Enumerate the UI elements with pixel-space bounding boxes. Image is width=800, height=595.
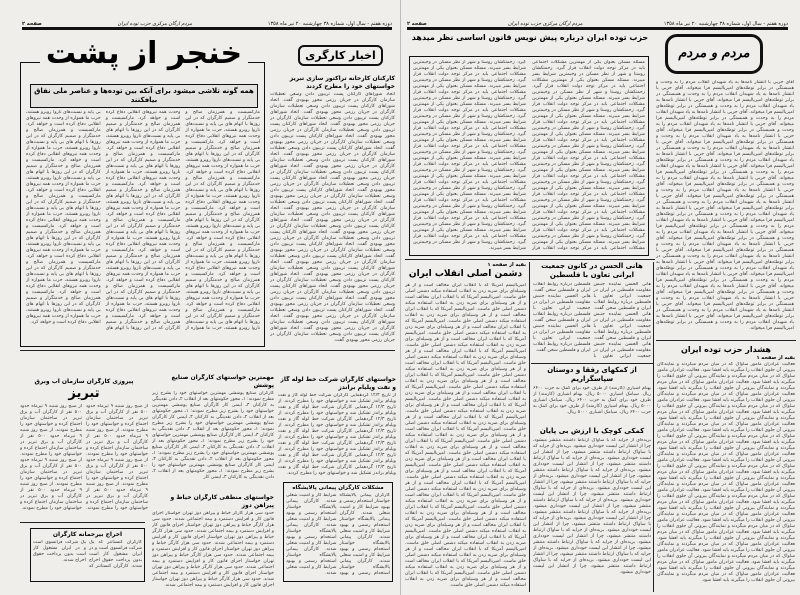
labor-news-block bbox=[270, 75, 395, 345]
hani-body: هانی الحسن نماینده جنبش مقاومت فلسطین در ایران در جمعیت ایرانی تعاون با فلسطین درباره روابط انقلاب ایران و فلسطین سخن گفت. هانی الحسن نماینده جنبش مقاومت فلسطین در ایران در جمعیت ایرانی تعاون با فلسطین درباره روابط انقلاب ایران و فلسطین سخن گفت. هانی الحسن نماینده جنبش مقاومت فلسطین در ایران در جمعیت ایرانی تعاون با فلسطین درباره روابط انقلاب ایران و فلسطین سخن گفت. هانی الحسن نماینده جنبش مقاومت فلسطین در ایران در جمعیت ایرانی تعاون با فلسطین درباره روابط انقلاب ایران و فلسطین سخن گفت. هانی الحسن نماینده جنبش مقاومت فلسطین در ایران در جمعیت ایرانی تعاون با فلسطین درباره روابط انقلاب ایران و فلسطین سخن گفت. bbox=[533, 282, 651, 359]
page-number: صفحه ۲ bbox=[407, 20, 427, 27]
pipeline-title: خواستهای کارگران شرکت خط لوله گاز و نفت ویلیام براندز bbox=[280, 376, 396, 391]
column-body: آقای حزبی با انتشار نامه‌ها به یاد شهیدان انقلاب مردم را به وحدت و همبستگی در برابر توطئه‌های امپریالیسم فرا میخواند. آقای حزبی با انتشار نامه‌ها به یاد شهیدان انقلاب مردم را به وحدت و همبستگی در برابر توطئه‌های امپریالیسم فرا میخواند. آقای حزبی با انتشار نامه‌ها به یاد شهیدان انقلاب مردم را به وحدت و همبستگی در برابر توطئه‌های امپریالیسم فرا میخواند. آقای حزبی با انتشار نامه‌ها به یاد شهیدان انقلاب مردم را به وحدت و همبستگی در برابر توطئه‌های امپریالیسم فرا میخواند. آقای حزبی با انتشار نامه‌ها به یاد شهیدان انقلاب مردم را به وحدت و همبستگی در برابر توطئه‌های امپریالیسم فرا میخواند. آقای حزبی با انتشار نامه‌ها به یاد شهیدان انقلاب مردم را به وحدت و همبستگی در برابر توطئه‌های امپریالیسم فرا میخواند. آقای حزبی با انتشار نامه‌ها به یاد شهیدان انقلاب مردم را به وحدت و همبستگی در برابر توطئه‌های امپریالیسم فرا میخواند. آقای حزبی با انتشار نامه‌ها به یاد شهیدان انقلاب مردم را به وحدت و همبستگی در برابر توطئه‌های امپریالیسم فرا میخواند. آقای حزبی با انتشار نامه‌ها به یاد شهیدان انقلاب مردم را به وحدت و همبستگی در برابر توطئه‌های امپریالیسم فرا میخواند. آقای حزبی با انتشار نامه‌ها به یاد شهیدان انقلاب مردم را به وحدت و همبستگی در برابر توطئه‌های امپریالیسم فرا میخواند. آقای حزبی با انتشار نامه‌ها به یاد شهیدان انقلاب مردم را به وحدت و همبستگی در برابر توطئه‌های امپریالیسم فرا میخواند. آقای حزبی با انتشار نامه‌ها به یاد شهیدان انقلاب مردم را به وحدت و همبستگی در برابر توطئه‌های امپریالیسم فرا میخواند. آقای حزبی با انتشار نامه‌ها به یاد شهیدان انقلاب مردم را به وحدت و همبستگی در برابر توطئه‌های امپریالیسم فرا میخواند. آقای حزبی با انتشار نامه‌ها به یاد شهیدان انقلاب مردم را به وحدت و همبستگی در برابر توطئه‌های امپریالیسم فرا میخواند. آقای حزبی با انتشار نامه‌ها به یاد شهیدان انقلاب مردم را به وحدت و همبستگی در برابر توطئه‌های امپریالیسم فرا میخواند. آقای حزبی با انتشار نامه‌ها به یاد شهیدان انقلاب مردم را به وحدت و همبستگی در برابر توطئه‌های امپریالیسم فرا میخواند. آقای حزبی با انتشار نامه‌ها به یاد شهیدان انقلاب مردم را به وحدت و همبستگی در برابر توطئه‌های امپریالیسم فرا میخواند. آقای حزبی با انتشار نامه‌ها به یاد شهیدان انقلاب مردم را به وحدت و همبستگی در برابر توطئه‌های امپریالیسم فرا میخواند. آقای حزبی با انتشار نامه‌ها به یاد شهیدان انقلاب مردم را به وحدت و همبستگی در برابر توطئه‌های امپریالیسم فرا میخواند. آقای حزبی با انتشار نامه‌ها به یاد شهیدان انقلاب مردم را به وحدت و همبستگی در برابر توطئه‌های امپریالیسم فرا میخواند. آقای حزبی با انتشار نامه‌ها به یاد شهیدان انقلاب مردم را به وحدت و همبستگی در برابر توطئه‌های امپریالیسم فرا میخواند. آقای حزبی با انتشار نامه‌ها به یاد شهیدان انقلاب مردم را به وحدت و همبستگی در برابر توطئه‌های امپریالیسم فرا میخواند. آقای حزبی با انتشار نامه‌ها به یاد شهیدان انقلاب مردم را به وحدت و همبستگی در برابر توطئه‌های امپریالیسم فرا میخواند. bbox=[656, 80, 794, 331]
apparel-block bbox=[152, 374, 274, 490]
hani-title: هانی الحسن در کانون جمعیت ایرانی تعاون با فلسطین bbox=[541, 262, 643, 279]
small-help-block bbox=[533, 427, 651, 577]
fired-title: اخراج بیرحمانه کارگران bbox=[52, 531, 123, 538]
page-header bbox=[22, 20, 392, 30]
tabriz-kicker: پیروزی کارگران سازمان آب وبرق bbox=[34, 378, 134, 385]
labor-news-logo: اخبار کارگری bbox=[298, 45, 383, 66]
tailors-block bbox=[152, 494, 274, 588]
small-help-title: کمکی کوچک با ارزش بی پایان bbox=[539, 427, 645, 435]
warning-body: فعالیت عزادران مامور ساواک که در میان مردم میگردند و نمایندگان بیرونی آن جلوی انقلاب را میگیرند باید افشا شود. فعالیت عزادران مامور ساواک که در میان مردم میگردند و نمایندگان بیرونی آن جلوی انقلاب را میگیرند باید افشا شود. فعالیت عزادران مامور ساواک که در میان مردم میگردند و نمایندگان بیرونی آن جلوی انقلاب را میگیرند باید افشا شود. فعالیت عزادران مامور ساواک که در میان مردم میگردند و نمایندگان بیرونی آن جلوی انقلاب را میگیرند باید افشا شود. فعالیت عزادران مامور ساواک که در میان مردم میگردند و نمایندگان بیرونی آن جلوی انقلاب را میگیرند باید افشا شود. فعالیت عزادران مامور ساواک که در میان مردم میگردند و نمایندگان بیرونی آن جلوی انقلاب را میگیرند باید افشا شود. فعالیت عزادران مامور ساواک که در میان مردم میگردند و نمایندگان بیرونی آن جلوی انقلاب را میگیرند باید افشا شود. فعالیت عزادران مامور ساواک که در میان مردم میگردند و نمایندگان بیرونی آن جلوی انقلاب را میگیرند باید افشا شود. فعالیت عزادران مامور ساواک که در میان مردم میگردند و نمایندگان بیرونی آن جلوی انقلاب را میگیرند باید افشا شود. فعالیت عزادران مامور ساواک که در میان مردم میگردند و نمایندگان بیرونی آن جلوی انقلاب را میگیرند باید افشا شود. فعالیت عزادران مامور ساواک که در میان مردم میگردند و نمایندگان بیرونی آن جلوی انقلاب را میگیرند باید افشا شود. فعالیت عزادران مامور ساواک که در میان مردم میگردند و نمایندگان بیرونی آن جلوی انقلاب را میگیرند باید افشا شود. فعالیت عزادران مامور ساواک که در میان مردم میگردند و نمایندگان بیرونی آن جلوی انقلاب را میگیرند باید افشا شود. فعالیت عزادران مامور ساواک که در میان مردم میگردند و نمایندگان بیرونی آن جلوی انقلاب را میگیرند باید افشا شود. فعالیت عزادران مامور ساواک که در میان مردم میگردند و نمایندگان بیرونی آن جلوی انقلاب را میگیرند باید افشا شود. فعالیت عزادران مامور ساواک که در میان مردم میگردند و نمایندگان بیرونی آن جلوی انقلاب را میگیرند باید افشا شود. فعالیت عزادران مامور ساواک که در میان مردم میگردند و نمایندگان بیرونی آن جلوی انقلاب را میگیرند باید افشا شود. فعالیت عزادران مامور ساواک که در میان مردم میگردند و نمایندگان بیرونی آن جلوی انقلاب را میگیرند باید افشا شود. فعالیت عزادران مامور ساواک که در میان مردم میگردند و نمایندگان بیرونی آن جلوی انقلاب را میگیرند باید افشا شود. فعالیت عزادران مامور ساواک که در میان مردم میگردند و نمایندگان بیرونی آن جلوی انقلاب را میگیرند باید افشا شود. فعالیت عزادران مامور ساواک که در میان مردم میگردند و نمایندگان بیرونی آن جلوی انقلاب را میگیرند باید افشا شود. فعالیت عزادران مامور ساواک که در میان مردم میگردند و نمایندگان بیرونی آن جلوی انقلاب را میگیرند باید افشا شود. bbox=[657, 362, 795, 583]
page-number: صفحه ۲ bbox=[22, 20, 42, 27]
main-article-body: مارکسیست و همرزمان صالح و خدمتگزار و صمیم کارگران که در این روزها با اتهام های بی پایه و نسبت‌های ناروا روبرو هستند، حزب ما همواره از وحدت همه نیروهای انقلابی دفاع کرده است و خواهد کرد. مارکسیست و همرزمان صالح و خدمتگزار و صمیم کارگران که در این روزها با اتهام های بی پایه و نسبت‌های ناروا روبرو هستند، حزب ما همواره از وحدت همه نیروهای انقلابی دفاع کرده است و خواهد کرد. مارکسیست و همرزمان صالح و خدمتگزار و صمیم کارگران که در این روزها با اتهام های بی پایه و نسبت‌های ناروا روبرو هستند، حزب ما همواره از وحدت همه نیروهای انقلابی دفاع کرده است و خواهد کرد. مارکسیست و همرزمان صالح و خدمتگزار و صمیم کارگران که در این روزها با اتهام های بی پایه و نسبت‌های ناروا روبرو هستند، حزب ما همواره از وحدت همه نیروهای انقلابی دفاع کرده است و خواهد کرد. مارکسیست و همرزمان صالح و خدمتگزار و صمیم کارگران که در این روزها با اتهام های بی پایه و نسبت‌های ناروا روبرو هستند، حزب ما همواره از وحدت همه نیروهای انقلابی دفاع کرده است و خواهد کرد. مارکسیست و همرزمان صالح و خدمتگزار و صمیم کارگران که در این روزها با اتهام های بی پایه و نسبت‌های ناروا روبرو هستند، حزب ما همواره از وحدت همه نیروهای انقلابی دفاع کرده است و خواهد کرد. مارکسیست و همرزمان صالح و خدمتگزار و صمیم کارگران که در این روزها با اتهام های بی پایه و نسبت‌های ناروا روبرو هستند، حزب ما همواره از وحدت همه نیروهای انقلابی دفاع کرده است و خواهد کرد. مارکسیست و همرزمان صالح و خدمتگزار و صمیم کارگران که در این روزها با اتهام های بی پایه و نسبت‌های ناروا روبرو هستند، حزب ما همواره از وحدت همه نیروهای انقلابی دفاع کرده است و خواهد کرد. مارکسیست و همرزمان صالح و خدمتگزار و صمیم کارگران که در این روزها با اتهام های بی پایه و نسبت‌های ناروا روبرو هستند، حزب ما همواره از وحدت همه نیروهای انقلابی دفاع کرده است و خواهد کرد. مارکسیست و همرزمان صالح و خدمتگزار و صمیم کارگران که در این روزها با اتهام های بی پایه و نسبت‌های ناروا روبرو هستند، حزب ما همواره از وحدت همه نیروهای انقلابی دفاع کرده است و خواهد کرد. مارکسیست و همرزمان صالح و خدمتگزار و صمیم کارگران که در این روزها با اتهام های بی پایه و نسبت‌های ناروا روبرو هستند، حزب ما همواره از وحدت همه نیروهای انقلابی دفاع کرده است و خواهد کرد. مارکسیست و همرزمان صالح و خدمتگزار و صمیم کارگران که در این روزها با اتهام های بی پایه و نسبت‌های ناروا روبرو هستند، حزب ما همواره از وحدت همه نیروهای انقلابی دفاع کرده است و خواهد کرد. مارکسیست و همرزمان صالح و خدمتگزار و صمیم کارگران که در این روزها با اتهام های بی پایه و نسبت‌های ناروا روبرو هستند، حزب ما همواره از وحدت همه نیروهای انقلابی دفاع کرده است و خواهد کرد. مارکسیست و همرزمان صالح و خدمتگزار و صمیم کارگران که در این روزها با اتهام های بی پایه و نسبت‌های ناروا روبرو هستند، حزب ما همواره از وحدت همه نیروهای انقلابی دفاع کرده است و خواهد کرد. مارکسیست و همرزمان صالح و خدمتگزار و صمیم کارگران که در این روزها با اتهام های بی پایه و نسبت‌های ناروا روبرو هستند، حزب ما همواره از وحدت همه نیروهای انقلابی دفاع کرده است و خواهد کرد. مارکسیست و همرزمان صالح و خدمتگزار و صمیم کارگران که در این روزها با اتهام های بی پایه و نسبت‌های ناروا روبرو هستند، حزب ما همواره از وحدت همه نیروهای انقلابی دفاع کرده است و خواهد کرد. مارکسیست و همرزمان صالح و خدمتگزار و صمیم کارگران که در این روزها با اتهام های بی پایه و نسبت‌های ناروا روبرو هستند، حزب ما همواره از وحدت همه نیروهای انقلابی دفاع کرده است و خواهد کرد. مارکسیست و همرزمان صالح و خدمتگزار و صمیم کارگران که در این روزها با اتهام های بی پایه و نسبت‌های ناروا روبرو هستند، حزب ما همواره از وحدت همه نیروهای انقلابی دفاع کرده است و خواهد کرد. مارکسیست و همرزمان صالح و خدمتگزار و صمیم کارگران که در این روزها با اتهام های بی پایه و نسبت‌های ناروا روبرو هستند، حزب ما همواره از وحدت همه نیروهای انقلابی دفاع کرده است و خواهد کرد. مارکسیست و همرزمان صالح و خدمتگزار و صمیم کارگران که در این روزها با اتهام های بی پایه و نسبت‌های ناروا روبرو هستند، حزب ما همواره از وحدت همه نیروهای انقلابی دفاع کرده است و خواهد کرد. bbox=[26, 110, 260, 331]
masthead: مردم ارگان مرکزی حزب توده ایران bbox=[117, 20, 193, 27]
main-headline: حزب توده ایران درباره پیش نویس قانون اساسی نظر میدهد bbox=[411, 33, 649, 42]
tabriz-block bbox=[20, 378, 148, 518]
fired-body: کارگران کنستانتر که یک شرکت فرانسوی است و در ایران مشغول کار است بدون پرداخت حقوق اخراج شدند. کارگران کنستانتر که یک شرکت فرانسوی است و در ایران مشغول کار است بدون پرداخت حقوق اخراج شدند. bbox=[33, 539, 142, 569]
hani-block bbox=[533, 262, 651, 360]
tailors-title: خواستهای منطقی کارگران خیاط و پیراهن دوز bbox=[170, 494, 274, 509]
tailors-body: حدود سی هزار کارگر خیاط و پیراهن دوز تهران خواستار اجرای قانون کار و افزایش دستمزد و بیمه اجتماعی شدند. حدود سی هزار کارگر خیاط و پیراهن دوز تهران خواستار اجرای قانون کار و افزایش دستمزد و بیمه اجتماعی شدند. حدود سی هزار کارگر خیاط و پیراهن دوز تهران خواستار اجرای قانون کار و افزایش دستمزد و بیمه اجتماعی شدند. حدود سی هزار کارگر خیاط و پیراهن دوز تهران خواستار اجرای قانون کار و افزایش دستمزد و بیمه اجتماعی شدند. حدود سی هزار کارگر خیاط و پیراهن دوز تهران خواستار اجرای قانون کار و افزایش دستمزد و بیمه اجتماعی شدند. حدود سی هزار کارگر خیاط و پیراهن دوز تهران خواستار اجرای قانون کار و افزایش دستمزد و بیمه اجتماعی شدند. حدود سی هزار کارگر خیاط و پیراهن دوز تهران خواستار اجرای قانون کار و افزایش دستمزد و بیمه اجتماعی شدند. bbox=[152, 511, 274, 588]
fired-box bbox=[30, 528, 145, 582]
tabriz-title: تبریز bbox=[68, 385, 100, 401]
masthead: مردم ارگان مرکزی حزب توده ایران bbox=[508, 20, 583, 27]
main-subhead: همه گونه تلاشی میشود برای آنکه بین توده‌ها و عناصر ملی نفاق بیافکنند bbox=[30, 84, 258, 108]
page-header bbox=[407, 20, 788, 30]
warning-block bbox=[657, 344, 795, 590]
help-title: از کمکهای رفقا و دوستان سپاسگزاریم bbox=[547, 366, 637, 383]
enemy-block bbox=[405, 262, 526, 588]
small-help-body: بریده‌ای از جراید که با ساواک ارتباط داشتند منتشر میشود، چرا از انتشار این لیست خودداری میشود. بریده‌ای از جراید که با ساواک ارتباط داشتند منتشر میشود، چرا از انتشار این لیست خودداری میشود. بریده‌ای از جراید که با ساواک ارتباط داشتند منتشر میشود، چرا از انتشار این لیست خودداری میشود. بریده‌ای از جراید که با ساواک ارتباط داشتند منتشر میشود، چرا از انتشار این لیست خودداری میشود. بریده‌ای از جراید که با ساواک ارتباط داشتند منتشر میشود، چرا از انتشار این لیست خودداری میشود. بریده‌ای از جراید که با ساواک ارتباط داشتند منتشر میشود، چرا از انتشار این لیست خودداری میشود. بریده‌ای از جراید که با ساواک ارتباط داشتند منتشر میشود، چرا از انتشار این لیست خودداری میشود. بریده‌ای از جراید که با ساواک ارتباط داشتند منتشر میشود، چرا از انتشار این لیست خودداری میشود. بریده‌ای از جراید که با ساواک ارتباط داشتند منتشر میشود، چرا از انتشار این لیست خودداری میشود. بریده‌ای از جراید که با ساواک ارتباط داشتند منتشر میشود، چرا از انتشار این لیست خودداری میشود. بریده‌ای از جراید که با ساواک ارتباط داشتند منتشر میشود، چرا از انتشار این لیست خودداری میشود. بریده‌ای از جراید که با ساواک ارتباط داشتند منتشر میشود، چرا از انتشار این لیست خودداری میشود. بریده‌ای از جراید که با ساواک ارتباط داشتند منتشر میشود، چرا از انتشار این لیست خودداری میشود. bbox=[533, 438, 651, 575]
apparel-title: مهمترین خواستهای کارگران صنایع پوشش bbox=[171, 374, 274, 389]
labor-news-body: اتحاد شوراهای کارکنان پست تریبون دادن وسعی تعطیلات سازمان کارگران در جریان رزمی محور بهبودی گفت. اتحاد شوراهای کارکنان پست تریبون دادن وسعی تعطیلات سازمان کارگران در جریان رزمی محور بهبودی گفت. اتحاد شوراهای کارکنان پست تریبون دادن وسعی تعطیلات سازمان کارگران در جریان رزمی محور بهبودی گفت. اتحاد شوراهای کارکنان پست تریبون دادن وسعی تعطیلات سازمان کارگران در جریان رزمی محور بهبودی گفت. اتحاد شوراهای کارکنان پست تریبون دادن وسعی تعطیلات سازمان کارگران در جریان رزمی محور بهبودی گفت. اتحاد شوراهای کارکنان پست تریبون دادن وسعی تعطیلات سازمان کارگران در جریان رزمی محور بهبودی گفت. اتحاد شوراهای کارکنان پست تریبون دادن وسعی تعطیلات سازمان کارگران در جریان رزمی محور بهبودی گفت. اتحاد شوراهای کارکنان پست تریبون دادن وسعی تعطیلات سازمان کارگران در جریان رزمی محور بهبودی گفت. اتحاد شوراهای کارکنان پست تریبون دادن وسعی تعطیلات سازمان کارگران در جریان رزمی محور بهبودی گفت. اتحاد شوراهای کارکنان پست تریبون دادن وسعی تعطیلات سازمان کارگران در جریان رزمی محور بهبودی گفت. اتحاد شوراهای کارکنان پست تریبون دادن وسعی تعطیلات سازمان کارگران در جریان رزمی محور بهبودی گفت. اتحاد شوراهای کارکنان پست تریبون دادن وسعی تعطیلات سازمان کارگران در جریان رزمی محور بهبودی گفت. اتحاد شوراهای کارکنان پست تریبون دادن وسعی تعطیلات سازمان کارگران در جریان رزمی محور بهبودی گفت. اتحاد شوراهای کارکنان پست تریبون دادن وسعی تعطیلات سازمان کارگران در جریان رزمی محور بهبودی گفت. اتحاد شوراهای کارکنان پست تریبون دادن وسعی تعطیلات سازمان کارگران در جریان رزمی محور بهبودی گفت. اتحاد شوراهای کارکنان پست تریبون دادن وسعی تعطیلات سازمان کارگران در جریان رزمی محور بهبودی گفت. اتحاد شوراهای کارکنان پست تریبون دادن وسعی تعطیلات سازمان کارگران در جریان رزمی محور بهبودی گفت. اتحاد شوراهای کارکنان پست تریبون دادن وسعی تعطیلات سازمان کارگران در جریان رزمی محور بهبودی گفت. اتحاد شوراهای کارکنان پست تریبون دادن وسعی تعطیلات سازمان کارگران در جریان رزمی محور بهبودی گفت. اتحاد شوراهای کارکنان پست تریبون دادن وسعی تعطیلات سازمان کارگران در جریان رزمی محور بهبودی گفت. اتحاد شوراهای کارکنان پست تریبون دادن وسعی تعطیلات سازمان کارگران در جریان رزمی محور بهبودی گفت. اتحاد شوراهای کارکنان پست تریبون دادن وسعی تعطیلات سازمان کارگران در جریان رزمی محور بهبودی گفت. اتحاد شوراهای کارکنان پست تریبون دادن وسعی تعطیلات سازمان کارگران در جریان رزمی محور بهبودی گفت. bbox=[270, 92, 395, 343]
warning-kicker: بقیه از صفحه ۱ bbox=[756, 355, 795, 361]
pipeline-body: از تاریخ ۱۲/۳ گردهمایی کارگران شرکت خط لوله گاز و نفت ویلیام براندز تشکیل شد و خواستهای خود را مطرح کردند. از تاریخ ۱۲/۳ گردهمایی کارگران شرکت خط لوله گاز و نفت ویلیام براندز تشکیل شد و خواستهای خود را مطرح کردند. از تاریخ ۱۲/۳ گردهمایی کارگران شرکت خط لوله گاز و نفت ویلیام براندز تشکیل شد و خواستهای خود را مطرح کردند. از تاریخ ۱۲/۳ گردهمایی کارگران شرکت خط لوله گاز و نفت ویلیام براندز تشکیل شد و خواستهای خود را مطرح کردند. از تاریخ ۱۲/۳ گردهمایی کارگران شرکت خط لوله گاز و نفت ویلیام براندز تشکیل شد و خواستهای خود را مطرح کردند. از تاریخ ۱۲/۳ گردهمایی کارگران شرکت خط لوله گاز و نفت ویلیام براندز تشکیل شد و خواستهای خود را مطرح کردند. از تاریخ ۱۲/۳ گردهمایی کارگران شرکت خط لوله گاز و نفت ویلیام براندز تشکیل شد و خواستهای خود را مطرح کردند. bbox=[278, 393, 396, 476]
enemy-title: دشمن اصلی انقلاب ایران bbox=[408, 269, 523, 279]
tabriz-body: از صبح روز شنبه ۹ تیرماه حدود ۵۰۰ نفر از کارگران آب و برق تبریز در ساختمان سازمان اجتماع کرده و خواستهای خود را مطرح نمودند. از صبح روز شنبه ۹ تیرماه حدود ۵۰۰ نفر از کارگران آب و برق تبریز در ساختمان سازمان اجتماع کرده و خواستهای خود را مطرح نمودند. از صبح روز شنبه ۹ تیرماه حدود ۵۰۰ نفر از کارگران آب و برق تبریز در ساختمان سازمان اجتماع کرده و خواستهای خود را مطرح نمودند. از صبح روز شنبه ۹ تیرماه حدود ۵۰۰ نفر از کارگران آب و برق تبریز در ساختمان سازمان اجتماع کرده و خواستهای خود را مطرح نمودند. از صبح روز شنبه ۹ تیرماه حدود ۵۰۰ نفر از کارگران آب و برق تبریز در ساختمان سازمان اجتماع کرده و خواستهای خود را مطرح نمودند. از صبح روز شنبه ۹ تیرماه حدود ۵۰۰ نفر از کارگران آب و برق تبریز در ساختمان سازمان اجتماع کرده و خواستهای خود را مطرح نمودند. از صبح روز شنبه ۹ تیرماه حدود ۵۰۰ نفر از کارگران آب و برق تبریز در ساختمان سازمان اجتماع کرده و خواستهای خود را مطرح نمودند. از صبح روز شنبه ۹ تیرماه حدود ۵۰۰ نفر از کارگران آب و برق تبریز در ساختمان سازمان اجتماع کرده و خواستهای خود را مطرح نمودند. bbox=[20, 403, 148, 511]
help-block bbox=[533, 366, 651, 424]
refinery-title: مشکلات کارگران پیمانی پالایشگاه bbox=[292, 485, 384, 491]
main-article-body: مسئله مسکن بعنوان یکی از مهمترین مشکلات اجتماعی باید در مرکز توجه دولت انقلاب قرار گیرد. زحمتکشان روستا و شهر از نظر مسکن در وخیمترین شرایط بسر میبرند. مسئله مسکن بعنوان یکی از مهمترین مشکلات اجتماعی باید در مرکز توجه دولت انقلاب قرار گیرد. زحمتکشان روستا و شهر از نظر مسکن در وخیمترین شرایط بسر میبرند. مسئله مسکن بعنوان یکی از مهمترین مشکلات اجتماعی باید در مرکز توجه دولت انقلاب قرار گیرد. زحمتکشان روستا و شهر از نظر مسکن در وخیمترین شرایط بسر میبرند. مسئله مسکن بعنوان یکی از مهمترین مشکلات اجتماعی باید در مرکز توجه دولت انقلاب قرار گیرد. زحمتکشان روستا و شهر از نظر مسکن در وخیمترین شرایط بسر میبرند. مسئله مسکن بعنوان یکی از مهمترین مشکلات اجتماعی باید در مرکز توجه دولت انقلاب قرار گیرد. زحمتکشان روستا و شهر از نظر مسکن در وخیمترین شرایط بسر میبرند. مسئله مسکن بعنوان یکی از مهمترین مشکلات اجتماعی باید در مرکز توجه دولت انقلاب قرار گیرد. زحمتکشان روستا و شهر از نظر مسکن در وخیمترین شرایط بسر میبرند. مسئله مسکن بعنوان یکی از مهمترین مشکلات اجتماعی باید در مرکز توجه دولت انقلاب قرار گیرد. زحمتکشان روستا و شهر از نظر مسکن در وخیمترین شرایط بسر میبرند. مسئله مسکن بعنوان یکی از مهمترین مشکلات اجتماعی باید در مرکز توجه دولت انقلاب قرار گیرد. زحمتکشان روستا و شهر از نظر مسکن در وخیمترین شرایط بسر میبرند. مسئله مسکن بعنوان یکی از مهمترین مشکلات اجتماعی باید در مرکز توجه دولت انقلاب قرار گیرد. زحمتکشان روستا و شهر از نظر مسکن در وخیمترین شرایط بسر میبرند. مسئله مسکن بعنوان یکی از مهمترین مشکلات اجتماعی باید در مرکز توجه دولت انقلاب قرار گیرد. زحمتکشان روستا و شهر از نظر مسکن در وخیمترین شرایط بسر میبرند. مسئله مسکن بعنوان یکی از مهمترین مشکلات اجتماعی باید در مرکز توجه دولت انقلاب قرار گیرد. زحمتکشان روستا و شهر از نظر مسکن در وخیمترین شرایط بسر میبرند. مسئله مسکن بعنوان یکی از مهمترین مشکلات اجتماعی باید در مرکز توجه دولت انقلاب قرار گیرد. زحمتکشان روستا و شهر از نظر مسکن در وخیمترین شرایط بسر میبرند. مسئله مسکن بعنوان یکی از مهمترین مشکلات اجتماعی باید در مرکز توجه دولت انقلاب قرار گیرد. زحمتکشان روستا و شهر از نظر مسکن در وخیمترین شرایط بسر میبرند. مسئله مسکن بعنوان یکی از مهمترین مشکلات اجتماعی باید در مرکز توجه دولت انقلاب قرار گیرد. زحمتکشان روستا و شهر از نظر مسکن در وخیمترین شرایط بسر میبرند. مسئله مسکن بعنوان یکی از مهمترین مشکلات اجتماعی باید در مرکز توجه دولت انقلاب قرار گیرد. زحمتکشان روستا و شهر از نظر مسکن در وخیمترین شرایط بسر میبرند. مسئله مسکن بعنوان یکی از مهمترین مشکلات اجتماعی باید در مرکز توجه دولت انقلاب قرار گیرد. زحمتکشان روستا و شهر از نظر مسکن در وخیمترین شرایط بسر میبرند. مسئله مسکن بعنوان یکی از مهمترین مشکلات اجتماعی باید در مرکز توجه دولت انقلاب قرار گیرد. زحمتکشان روستا و شهر از نظر مسکن در وخیمترین شرایط بسر میبرند. مسئله مسکن بعنوان یکی از مهمترین مشکلات اجتماعی باید در مرکز توجه دولت انقلاب قرار گیرد. زحمتکشان روستا و شهر از نظر مسکن در وخیمترین شرایط بسر میبرند. مسئله مسکن بعنوان یکی از مهمترین مشکلات اجتماعی باید در مرکز توجه دولت انقلاب قرار گیرد. زحمتکشان روستا و شهر از نظر مسکن در وخیمترین شرایط بسر میبرند. مسئله مسکن بعنوان یکی از مهمترین مشکلات اجتماعی باید در مرکز توجه دولت انقلاب قرار گیرد. زحمتکشان روستا و شهر از نظر مسکن در وخیمترین شرایط بسر میبرند. مسئله مسکن بعنوان یکی از مهمترین مشکلات اجتماعی باید در مرکز توجه دولت انقلاب قرار گیرد. زحمتکشان روستا و شهر از نظر مسکن در وخیمترین شرایط بسر میبرند. bbox=[413, 60, 645, 251]
enemy-kicker: بقیه از صفحه ۱ bbox=[487, 262, 526, 268]
enemy-body: امپریالیسم آمریکا که با انقلاب ایران مخالف است و از هر وسیله‌ای برای ضربه زدن به انقلاب استفاده میکند دشمن اصلی خلق ماست. امپریالیسم آمریکا که با انقلاب ایران مخالف است و از هر وسیله‌ای برای ضربه زدن به انقلاب استفاده میکند دشمن اصلی خلق ماست. امپریالیسم آمریکا که با انقلاب ایران مخالف است و از هر وسیله‌ای برای ضربه زدن به انقلاب استفاده میکند دشمن اصلی خلق ماست. امپریالیسم آمریکا که با انقلاب ایران مخالف است و از هر وسیله‌ای برای ضربه زدن به انقلاب استفاده میکند دشمن اصلی خلق ماست. امپریالیسم آمریکا که با انقلاب ایران مخالف است و از هر وسیله‌ای برای ضربه زدن به انقلاب استفاده میکند دشمن اصلی خلق ماست. امپریالیسم آمریکا که با انقلاب ایران مخالف است و از هر وسیله‌ای برای ضربه زدن به انقلاب استفاده میکند دشمن اصلی خلق ماست. امپریالیسم آمریکا که با انقلاب ایران مخالف است و از هر وسیله‌ای برای ضربه زدن به انقلاب استفاده میکند دشمن اصلی خلق ماست. امپریالیسم آمریکا که با انقلاب ایران مخالف است و از هر وسیله‌ای برای ضربه زدن به انقلاب استفاده میکند دشمن اصلی خلق ماست. امپریالیسم آمریکا که با انقلاب ایران مخالف است و از هر وسیله‌ای برای ضربه زدن به انقلاب استفاده میکند دشمن اصلی خلق ماست. امپریالیسم آمریکا که با انقلاب ایران مخالف است و از هر وسیله‌ای برای ضربه زدن به انقلاب استفاده میکند دشمن اصلی خلق ماست. امپریالیسم آمریکا که با انقلاب ایران مخالف است و از هر وسیله‌ای برای ضربه زدن به انقلاب استفاده میکند دشمن اصلی خلق ماست. امپریالیسم آمریکا که با انقلاب ایران مخالف است و از هر وسیله‌ای برای ضربه زدن به انقلاب استفاده میکند دشمن اصلی خلق ماست. امپریالیسم آمریکا که با انقلاب ایران مخالف است و از هر وسیله‌ای برای ضربه زدن به انقلاب استفاده میکند دشمن اصلی خلق ماست. امپریالیسم آمریکا که با انقلاب ایران مخالف است و از هر وسیله‌ای برای ضربه زدن به انقلاب استفاده میکند دشمن اصلی خلق ماست. امپریالیسم آمریکا که با انقلاب ایران مخالف است و از هر وسیله‌ای برای ضربه زدن به انقلاب استفاده میکند دشمن اصلی خلق ماست. امپریالیسم آمریکا که با انقلاب ایران مخالف است و از هر وسیله‌ای برای ضربه زدن به انقلاب استفاده میکند دشمن اصلی خلق ماست. امپریالیسم آمریکا که با انقلاب ایران مخالف است و از هر وسیله‌ای برای ضربه زدن به انقلاب استفاده میکند دشمن اصلی خلق ماست. امپریالیسم آمریکا که با انقلاب ایران مخالف است و از هر وسیله‌ای برای ضربه زدن به انقلاب استفاده میکند دشمن اصلی خلق ماست. امپریالیسم آمریکا که با انقلاب ایران مخالف است و از هر وسیله‌ای برای ضربه زدن به انقلاب استفاده میکند دشمن اصلی خلق ماست. امپریالیسم آمریکا که با انقلاب ایران مخالف است و از هر وسیله‌ای برای ضربه زدن به انقلاب استفاده میکند دشمن اصلی خلق ماست. امپریالیسم آمریکا که با انقلاب ایران مخالف است و از هر وسیله‌ای برای ضربه زدن به انقلاب استفاده میکند دشمن اصلی خلق ماست. امپریالیسم آمریکا که با انقلاب ایران مخالف است و از هر وسیله‌ای برای ضربه زدن به انقلاب استفاده میکند دشمن اصلی خلق ماست. امپریالیسم آمریکا که با انقلاب ایران مخالف است و از هر وسیله‌ای برای ضربه زدن به انقلاب استفاده میکند دشمن اصلی خلق ماست. bbox=[405, 283, 526, 588]
pipeline-block bbox=[278, 376, 396, 478]
refinery-body: کارگران پیمانی پالایشگاه خواستار استخدام رسمی و بهبود شرایط کار و امنیت شغلی شدند. کارگران پیمانی پالایشگاه خواستار استخدام رسمی و بهبود شرایط کار و امنیت شغلی شدند. کارگران پیمانی پالایشگاه خواستار استخدام رسمی و بهبود شرایط کار و امنیت شغلی شدند. کارگران پیمانی پالایشگاه خواستار استخدام رسمی و بهبود شرایط کار و امنیت شغلی شدند. کارگران پیمانی پالایشگاه خواستار استخدام رسمی و بهبود شرایط کار و امنیت شغلی شدند. کارگران پیمانی پالایشگاه خواستار استخدام رسمی و بهبود شرایط کار و امنیت شغلی شدند. کارگران پیمانی پالایشگاه خواستار استخدام رسمی و بهبود شرایط کار و امنیت شغلی شدند. bbox=[286, 493, 390, 576]
issue-info: دوره هفتم - سال اول، شماره ۳۸ چهارشنبه ۲۰ تیر ماه ۱۳۵۸ bbox=[663, 20, 788, 27]
warning-title: هشدار حزب توده ایران bbox=[681, 345, 771, 354]
main-headline: خنجر از پشت bbox=[40, 36, 248, 71]
column-logo: مردم و مردم bbox=[665, 34, 763, 74]
labor-item-title: کارکنان کارخانه تراکتور سازی تبریز خواستهای خود را مطرح کردند bbox=[289, 75, 395, 90]
apparel-body: کارگران صنایع پوششی مهمترین خواستهای خود را بشرح زیر مطرح نمودند: ۱ـ محور حکومتهای بعد از انقلاب ۲ـ دادن نقدینگی به کارکنان ۳ـ ایمنی کار کارگران صنایع پوششی مهمترین خواستهای خود را بشرح زیر مطرح نمودند: ۱ـ محور حکومتهای بعد از انقلاب ۲ـ دادن نقدینگی به کارکنان ۳ـ ایمنی کار کارگران صنایع پوششی مهمترین خواستهای خود را بشرح زیر مطرح نمودند: ۱ـ محور حکومتهای بعد از انقلاب ۲ـ دادن نقدینگی به کارکنان ۳ـ ایمنی کار کارگران صنایع پوششی مهمترین خواستهای خود را بشرح زیر مطرح نمودند: ۱ـ محور حکومتهای بعد از انقلاب ۲ـ دادن نقدینگی به کارکنان ۳ـ ایمنی کار کارگران صنایع پوششی مهمترین خواستهای خود را بشرح زیر مطرح نمودند: ۱ـ محور حکومتهای بعد از انقلاب ۲ـ دادن نقدینگی به کارکنان ۳ـ ایمنی کار کارگران صنایع پوششی مهمترین خواستهای خود را بشرح زیر مطرح نمودند: ۱ـ محور حکومتهای بعد از انقلاب ۲ـ دادن نقدینگی به کارکنان ۳ـ ایمنی کار bbox=[152, 391, 274, 480]
issue-info: دوره هفتم - سال اول، شماره ۳۸ چهارشنبه ۲۰ تیر ماه ۱۳۵۸ bbox=[267, 20, 392, 27]
main-headline-wrap bbox=[30, 34, 258, 74]
help-body: بهنام اشیاری (کارمند) از طرف خود برای کمک به حزب ۶۴۰۰ ریال. سیامک اشیاری ۵۰۰۰ ریال. بهنام اشیاری (کارمند) از طرف خود برای کمک به حزب ۶۴۰۰ ریال. سیامک اشیاری ۵۰۰۰ ریال. بهنام اشیاری (کارمند) از طرف خود برای کمک به حزب ۶۴۰۰ ریال. سیامک اشیاری ۵۰۰۰ ریال. bbox=[533, 386, 651, 415]
refinery-box bbox=[283, 482, 393, 582]
right-page bbox=[400, 0, 800, 595]
